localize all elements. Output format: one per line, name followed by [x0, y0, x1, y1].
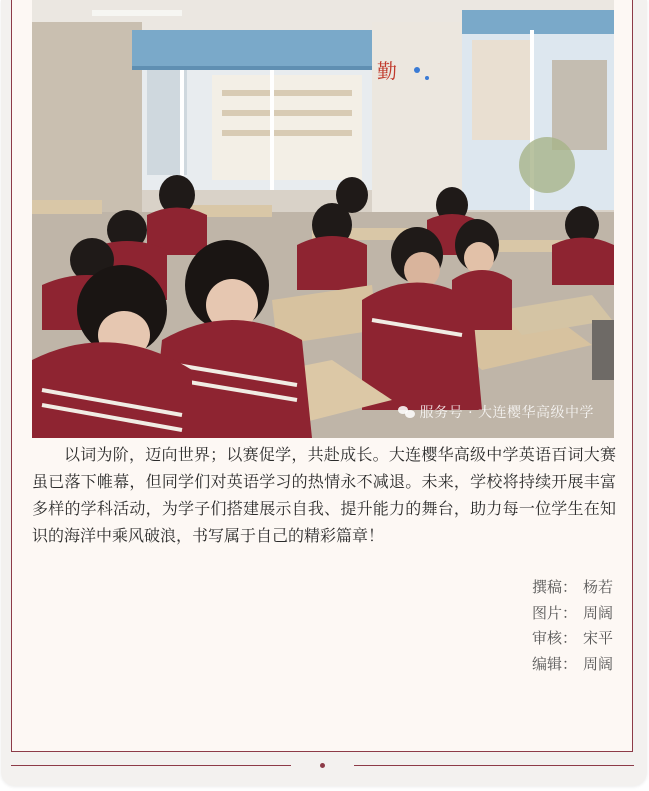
credit-value: 周阔	[582, 654, 613, 673]
bottom-divider-dot	[320, 763, 325, 768]
article-paragraph: 以词为阶，迈向世界；以赛促学，共赴成长。大连樱华高级中学英语百词大赛虽已落下帷幕，但同学们对英语学习的热情永不减退。未来，学校将持续开展丰富多样的学科活动，为学子们搭建展示自我、提升能力的舞台，助力每一位学生在知识的海洋中乘风破浪，书写属于自己的精彩篇章！	[32, 445, 616, 545]
credit-value: 杨若	[582, 578, 613, 596]
credit-row-editor	[532, 652, 613, 678]
bottom-divider-right	[354, 765, 634, 766]
photo-watermark	[398, 402, 594, 422]
credits-block	[532, 575, 613, 677]
credit-row-reviewer	[532, 626, 613, 652]
poster-character: 勤	[377, 59, 397, 83]
classroom-photo	[32, 0, 614, 438]
credit-row-writer	[532, 575, 613, 601]
credit-value: 周阔	[582, 603, 613, 622]
credit-row-photo	[532, 601, 613, 627]
credit-value: 宋平	[582, 629, 613, 647]
credit-label: 撰稿：	[531, 578, 577, 596]
classroom-photo-art	[32, 0, 614, 438]
credit-label: 审核：	[531, 629, 577, 647]
wechat-icon	[398, 405, 416, 419]
bottom-divider-left	[11, 765, 291, 766]
credit-label: 编辑：	[531, 654, 577, 673]
watermark-text: 服务号 · 大连樱华高级中学	[419, 405, 594, 421]
credit-label: 图片：	[531, 603, 577, 622]
